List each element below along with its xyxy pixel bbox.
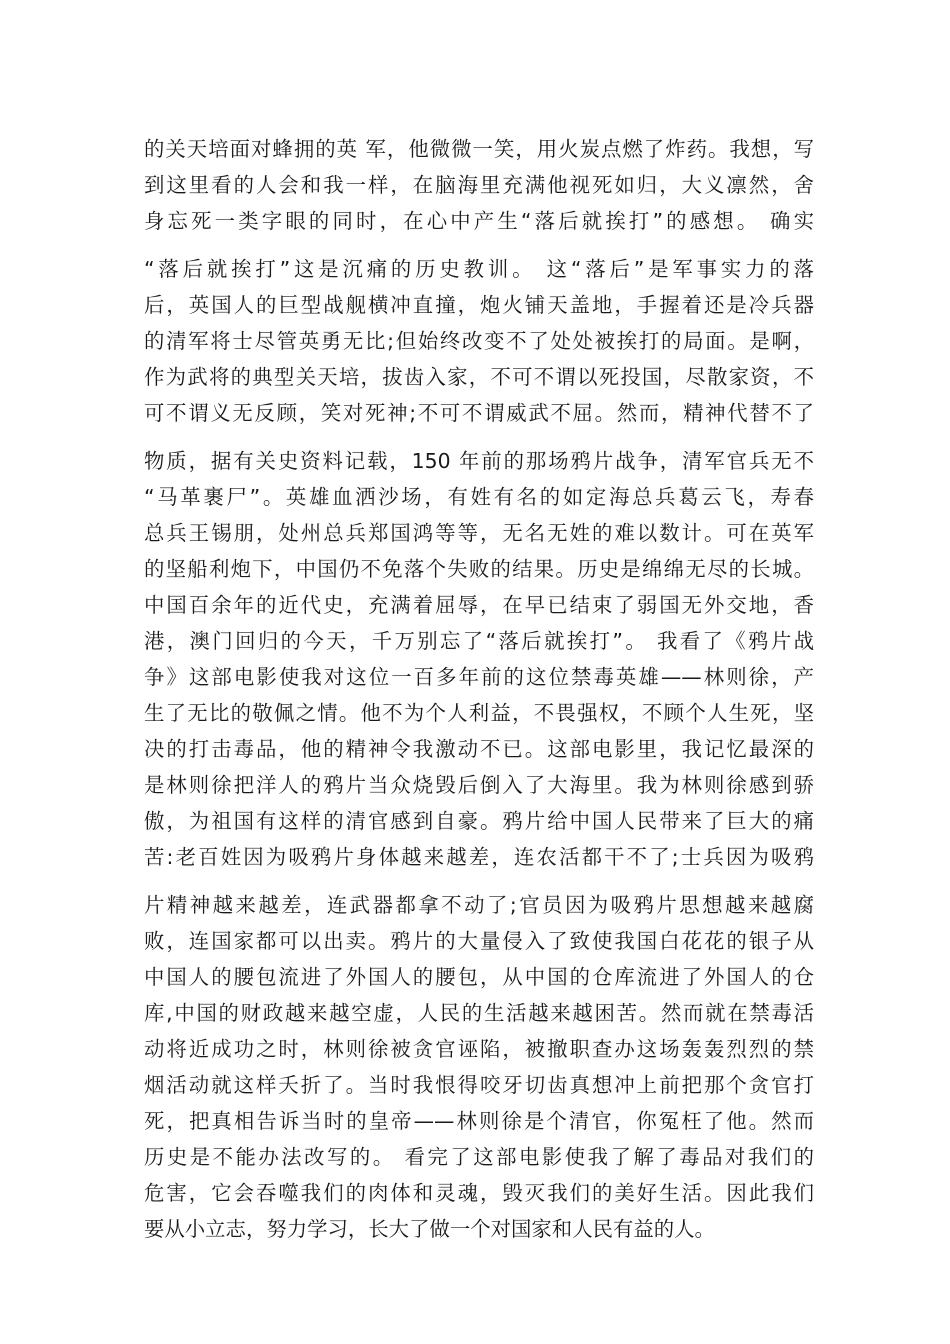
text-line: 的关天培面对蜂拥的英 军，他微微一笑，用火炭点燃了炸药。我想，写 [144,137,814,161]
text-line: 争》这部电影使我对这位一百多年前的这位禁毒英雄——林则徐，产 [144,665,814,689]
text-line: 后，英国人的巨型战舰横冲直撞，炮火铺天盖地，手握着还是冷兵器 [144,293,814,317]
text-line: 到这里看的人会和我一样，在脑海里充满他视死如归，大义凛然，舍 [144,173,814,197]
text-line: 港，澳门回归的今天，千万别忘了“落后就挨打”。 我看了《鸦片战 [144,629,814,653]
text-line: 的坚船利炮下，中国仍不免落个失败的结果。历史是绵绵无尽的长城。 [144,557,814,581]
text-line: 傲，为祖国有这样的清官感到自豪。鸦片给中国人民带来了巨大的痛 [144,809,814,833]
text-line: 总兵王锡朋，处州总兵郑国鸿等等，无名无姓的难以数计。可在英军 [144,521,814,545]
text-line: 的清军将士尽管英勇无比;但始终改变不了处处被挨打的局面。是啊， [144,329,814,353]
text-line: 历史是不能办法改写的。 看完了这部电影使我了解了毒品对我们的 [144,1145,814,1169]
text-line: 动将近成功之时，林则徐被贪官诬陷，被撤职查办这场轰轰烈烈的禁 [144,1037,814,1061]
text-line: 要从小立志，努力学习，长大了做一个对国家和人民有益的人。 [144,1217,715,1241]
text-line: 中国百余年的近代史，充满着屈辱，在早已结束了弱国无外交地，香 [144,593,814,617]
text-line: 决的打击毒品，他的精神令我激动不已。这部电影里，我记忆最深的 [144,737,814,761]
text-line: 片精神越来越差，连武器都拿不动了;官员因为吸鸦片思想越来越腐 [144,893,814,917]
text-line: 身忘死一类字眼的同时，在心中产生“落后就挨打”的感想。 确实 [144,209,814,233]
text-line: 死，把真相告诉当时的皇帝——林则徐是个清官，你冤枉了他。然而 [144,1109,814,1133]
text-line: 是林则徐把洋人的鸦片当众烧毁后倒入了大海里。我为林则徐感到骄 [144,773,814,797]
text-line: “落后就挨打”这是沉痛的历史教训。 这“落后”是军事实力的落 [144,257,814,281]
text-line: 苦:老百姓因为吸鸦片身体越来越差，连农活都干不了;士兵因为吸鸦 [144,845,814,869]
text-line: 败，连国家都可以出卖。鸦片的大量侵入了致使我国白花花的银子从 [144,929,814,953]
text-line: 危害，它会吞噬我们的肉体和灵魂，毁灭我们的美好生活。因此我们 [144,1181,814,1205]
text-line: 烟活动就这样夭折了。当时我恨得咬牙切齿真想冲上前把那个贪官打 [144,1073,814,1097]
text-line: 可不谓义无反顾，笑对死神;不可不谓威武不屈。然而，精神代替不了 [144,401,814,425]
text-line: 作为武将的典型关天培，拔齿入家，不可不谓以死投国，尽散家资，不 [144,365,814,389]
text-line: 生了无比的敬佩之情。他不为个人利益，不畏强权，不顾个人生死，坚 [144,701,814,725]
text-line: 库,中国的财政越来越空虚，人民的生活越来越困苦。然而就在禁毒活 [144,1001,814,1025]
text-line: 物质，据有关史资料记载，150 年前的那场鸦片战争，清军官兵无不 [144,449,814,473]
text-line: 中国人的腰包流进了外国人的腰包，从中国的仓库流进了外国人的仓 [144,965,814,989]
body-text [144,131,814,1247]
text-line: “马革裹尸”。英雄血洒沙场，有姓有名的如定海总兵葛云飞，寿春 [144,485,814,509]
